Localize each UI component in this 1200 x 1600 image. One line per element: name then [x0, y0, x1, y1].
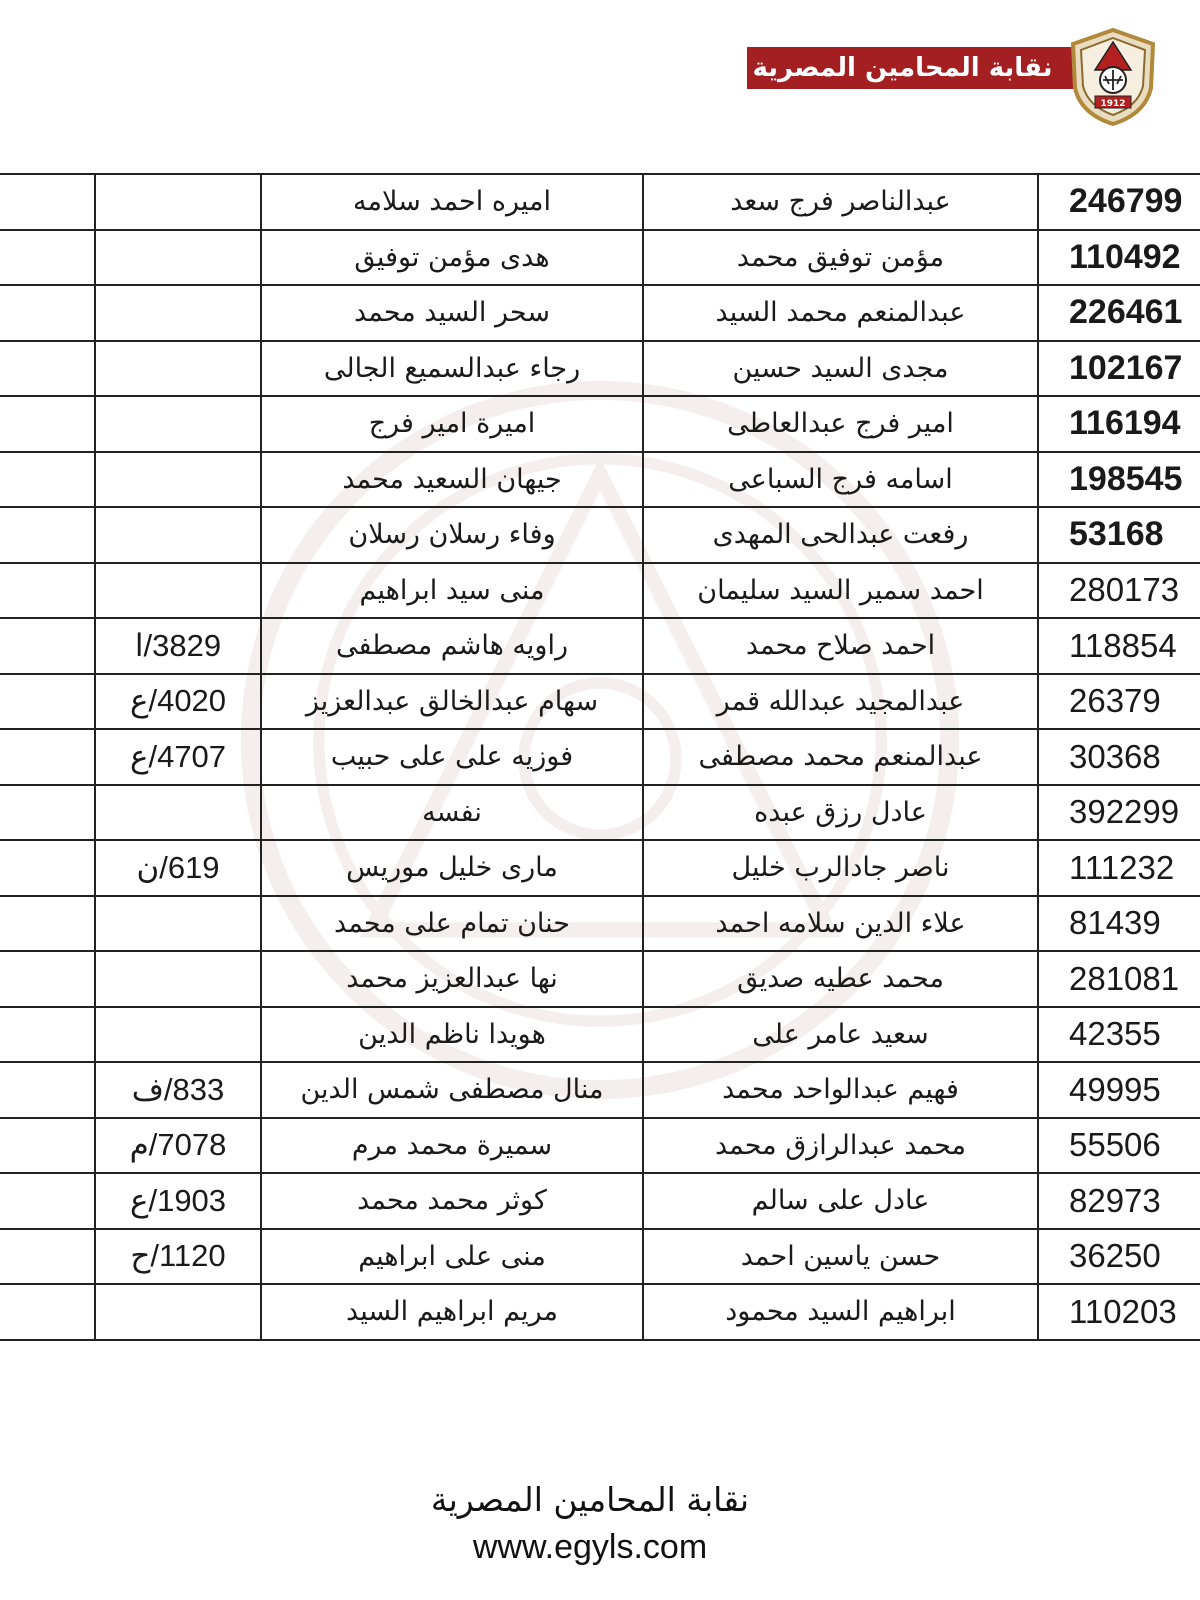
blank-cell	[0, 1173, 95, 1229]
members-table-grid	[0, 173, 1200, 1341]
member-name-cell: سعيد عامر على	[643, 1007, 1038, 1063]
note-cell	[95, 1007, 261, 1063]
table-row	[0, 951, 1200, 1007]
table-row	[0, 1284, 1200, 1340]
spouse-name-cell: سميرة محمد مرم	[261, 1118, 643, 1174]
blank-cell	[0, 1229, 95, 1285]
member-name-cell: عبدالمنعم محمد السيد	[643, 285, 1038, 341]
member-name-cell: ابراهيم السيد محمود	[643, 1284, 1038, 1340]
note-cell: 833/ف	[95, 1062, 261, 1118]
note-cell	[95, 285, 261, 341]
member-id-cell: 118854	[1038, 618, 1200, 674]
note-cell	[95, 951, 261, 1007]
note-cell	[95, 896, 261, 952]
member-id-cell: 36250	[1038, 1229, 1200, 1285]
blank-cell	[0, 452, 95, 508]
table-row	[0, 396, 1200, 452]
member-id-cell: 280173	[1038, 563, 1200, 619]
spouse-name-cell: اميره احمد سلامه	[261, 174, 643, 230]
spouse-name-cell: اميرة امير فرج	[261, 396, 643, 452]
member-name-cell: عبدالمجيد عبدالله قمر	[643, 674, 1038, 730]
blank-cell	[0, 230, 95, 286]
table-row	[0, 729, 1200, 785]
member-id-cell: 226461	[1038, 285, 1200, 341]
table-row	[0, 1173, 1200, 1229]
member-name-cell: رفعت عبدالحى المهدى	[643, 507, 1038, 563]
blank-cell	[0, 674, 95, 730]
blank-cell	[0, 896, 95, 952]
spouse-name-cell: كوثر محمد محمد	[261, 1173, 643, 1229]
note-cell	[95, 452, 261, 508]
note-cell: 4020/ع	[95, 674, 261, 730]
table-row	[0, 1118, 1200, 1174]
member-name-cell: مجدى السيد حسين	[643, 341, 1038, 397]
spouse-name-cell: جيهان السعيد محمد	[261, 452, 643, 508]
table-row	[0, 674, 1200, 730]
note-cell	[95, 396, 261, 452]
member-id-cell: 281081	[1038, 951, 1200, 1007]
note-cell: 619/ن	[95, 840, 261, 896]
note-cell	[95, 230, 261, 286]
member-id-cell: 81439	[1038, 896, 1200, 952]
member-id-cell: 49995	[1038, 1062, 1200, 1118]
header-org-name: نقابة المحامين المصرية	[752, 53, 1053, 83]
spouse-name-cell: فوزيه على على حبيب	[261, 729, 643, 785]
member-id-cell: 110492	[1038, 230, 1200, 286]
member-name-cell: حسن ياسين احمد	[643, 1229, 1038, 1285]
member-name-cell: عادل على سالم	[643, 1173, 1038, 1229]
table-row	[0, 174, 1200, 230]
members-table	[0, 173, 1200, 1425]
member-name-cell: احمد سمير السيد سليمان	[643, 563, 1038, 619]
table-row	[0, 230, 1200, 286]
spouse-name-cell: هدى مؤمن توفيق	[261, 230, 643, 286]
header-banner	[747, 47, 1082, 89]
member-name-cell: امير فرج عبدالعاطى	[643, 396, 1038, 452]
note-cell	[95, 1284, 261, 1340]
table-row	[0, 341, 1200, 397]
table-row	[0, 1007, 1200, 1063]
member-name-cell: اسامه فرج السباعى	[643, 452, 1038, 508]
spouse-name-cell: منى على ابراهيم	[261, 1229, 643, 1285]
blank-cell	[0, 285, 95, 341]
member-name-cell: مؤمن توفيق محمد	[643, 230, 1038, 286]
blank-cell	[0, 563, 95, 619]
blank-cell	[0, 1118, 95, 1174]
spouse-name-cell: منى سيد ابراهيم	[261, 563, 643, 619]
blank-cell	[0, 174, 95, 230]
spouse-name-cell: مريم ابراهيم السيد	[261, 1284, 643, 1340]
blank-cell	[0, 951, 95, 1007]
table-row	[0, 563, 1200, 619]
spouse-name-cell: هويدا ناظم الدين	[261, 1007, 643, 1063]
member-name-cell: عادل رزق عبده	[643, 785, 1038, 841]
blank-cell	[0, 840, 95, 896]
note-cell: 4707/ع	[95, 729, 261, 785]
member-name-cell: احمد صلاح محمد	[643, 618, 1038, 674]
member-id-cell: 111232	[1038, 840, 1200, 896]
blank-cell	[0, 396, 95, 452]
table-row	[0, 1229, 1200, 1285]
member-id-cell: 110203	[1038, 1284, 1200, 1340]
member-name-cell: محمد عبدالرازق محمد	[643, 1118, 1038, 1174]
note-cell	[95, 341, 261, 397]
member-name-cell: علاء الدين سلامه احمد	[643, 896, 1038, 952]
spouse-name-cell: وفاء رسلان رسلان	[261, 507, 643, 563]
footer-website-link[interactable]: www.egyls.com	[472, 1528, 708, 1566]
spouse-name-cell: راويه هاشم مصطفى	[261, 618, 643, 674]
spouse-name-cell: سحر السيد محمد	[261, 285, 643, 341]
spouse-name-cell: حنان تمام على محمد	[261, 896, 643, 952]
note-cell: 3829/ا	[95, 618, 261, 674]
spouse-name-cell: نفسه	[261, 785, 643, 841]
note-cell	[95, 174, 261, 230]
table-row	[0, 452, 1200, 508]
table-row	[0, 840, 1200, 896]
member-id-cell: 198545	[1038, 452, 1200, 508]
member-name-cell: عبدالمنعم محمد مصطفى	[643, 729, 1038, 785]
member-id-cell: 42355	[1038, 1007, 1200, 1063]
syndicate-logo-icon	[1065, 26, 1161, 128]
table-row	[0, 1062, 1200, 1118]
blank-cell	[0, 1007, 95, 1063]
note-cell: 7078/م	[95, 1118, 261, 1174]
member-id-cell: 116194	[1038, 396, 1200, 452]
blank-cell	[0, 618, 95, 674]
note-cell: 1120/ح	[95, 1229, 261, 1285]
member-name-cell: محمد عطيه صديق	[643, 951, 1038, 1007]
note-cell	[95, 507, 261, 563]
blank-cell	[0, 507, 95, 563]
member-name-cell: ناصر جادالرب خليل	[643, 840, 1038, 896]
member-id-cell: 55506	[1038, 1118, 1200, 1174]
member-id-cell: 102167	[1038, 341, 1200, 397]
spouse-name-cell: رجاء عبدالسميع الجالى	[261, 341, 643, 397]
table-row	[0, 618, 1200, 674]
blank-cell	[0, 729, 95, 785]
member-name-cell: عبدالناصر فرج سعد	[643, 174, 1038, 230]
spouse-name-cell: مارى خليل موريس	[261, 840, 643, 896]
member-id-cell: 30368	[1038, 729, 1200, 785]
member-id-cell: 392299	[1038, 785, 1200, 841]
note-cell	[95, 785, 261, 841]
member-id-cell: 246799	[1038, 174, 1200, 230]
spouse-name-cell: نها عبدالعزيز محمد	[261, 951, 643, 1007]
member-id-cell: 82973	[1038, 1173, 1200, 1229]
member-id-cell: 26379	[1038, 674, 1200, 730]
table-row	[0, 285, 1200, 341]
blank-cell	[0, 341, 95, 397]
member-id-cell: 53168	[1038, 507, 1200, 563]
logo-year: 1912	[1100, 99, 1126, 109]
spouse-name-cell: سهام عبدالخالق عبدالعزيز	[261, 674, 643, 730]
note-cell: 1903/ع	[95, 1173, 261, 1229]
blank-cell	[0, 785, 95, 841]
footer-org-name: نقابة المحامين المصرية	[430, 1480, 750, 1519]
blank-cell	[0, 1284, 95, 1340]
spouse-name-cell: منال مصطفى شمس الدين	[261, 1062, 643, 1118]
member-name-cell: فهيم عبدالواحد محمد	[643, 1062, 1038, 1118]
blank-cell	[0, 1062, 95, 1118]
table-row	[0, 507, 1200, 563]
table-row	[0, 785, 1200, 841]
table-row	[0, 896, 1200, 952]
note-cell	[95, 563, 261, 619]
